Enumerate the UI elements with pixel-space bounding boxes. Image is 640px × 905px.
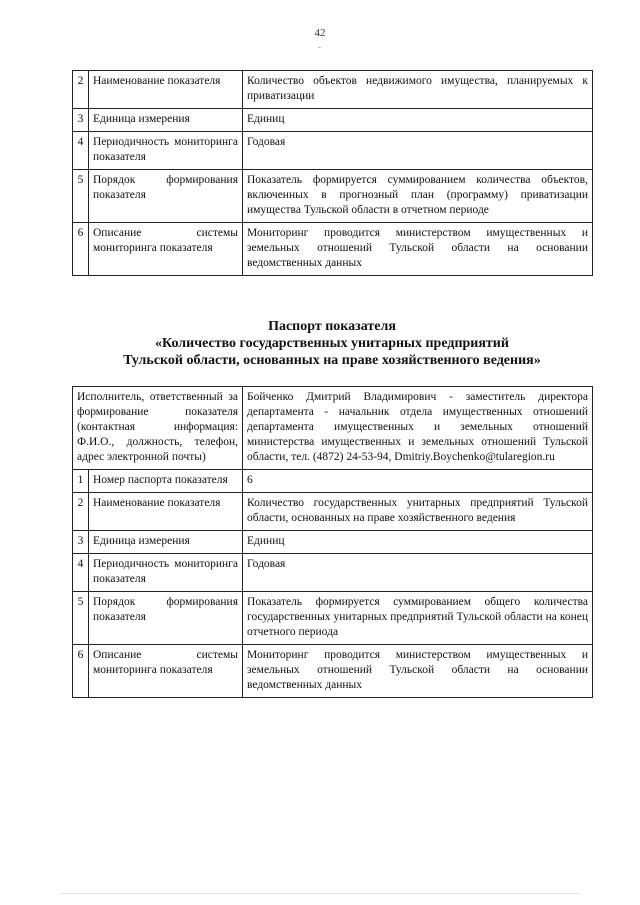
row-label: Единица измерения — [89, 109, 243, 132]
table-row — [73, 132, 593, 170]
row-number: 2 — [73, 493, 89, 531]
row-label: Описание системы мониторинга показателя — [89, 223, 243, 276]
row-label: Единица измерения — [89, 531, 243, 554]
table-row — [73, 531, 593, 554]
table-row — [73, 493, 593, 531]
indicator-table-1-body — [73, 71, 593, 276]
row-value: 6 — [243, 470, 593, 493]
responsible-label: Исполнитель, ответственный за формирование показателя (контактная информация: Ф.И.О., должность, телефон, адрес электронной почты) — [73, 387, 243, 470]
indicator-table-2 — [72, 386, 593, 698]
table-row — [73, 645, 593, 698]
row-number: 4 — [73, 554, 89, 592]
row-label: Периодичность мониторинга показателя — [89, 132, 243, 170]
row-value: Годовая — [243, 132, 593, 170]
responsible-row — [73, 387, 593, 470]
row-label: Номер паспорта показателя — [89, 470, 243, 493]
row-label: Описание системы мониторинга показателя — [89, 645, 243, 698]
table-row — [73, 554, 593, 592]
row-label: Периодичность мониторинга показателя — [89, 554, 243, 592]
row-number: 5 — [73, 170, 89, 223]
row-number: 5 — [73, 592, 89, 645]
indicator-table-1 — [72, 70, 593, 276]
row-label: Наименование показателя — [89, 493, 243, 531]
row-value: Показатель формируется суммированием общего количества государственных унитарных предприятий Тульской области на конец отчетного периода — [243, 592, 593, 645]
row-number: 6 — [73, 645, 89, 698]
row-label: Порядок формирования показателя — [89, 592, 243, 645]
responsible-value: Бойченко Дмитрий Владимирович - заместитель директора департамента - начальник отдела имущественных отношений департамента имущественных и земельных отношений министерства имущественных и земельных отношений Тульской области, тел. (4872) 24-53-94, Dmitriy.Boychenko@tularegion.ru — [243, 387, 593, 470]
row-number: 3 — [73, 109, 89, 132]
table-row — [73, 223, 593, 276]
row-value: Годовая — [243, 554, 593, 592]
row-number: 2 — [73, 71, 89, 109]
table-row — [73, 71, 593, 109]
row-value: Показатель формируется суммированием количества объектов, включенных в прогнозный план (программу) приватизации имущества Тульской области в отчетном периоде — [243, 170, 593, 223]
page-number: 42 — [314, 27, 326, 39]
row-value: Мониторинг проводится министерством имущественных и земельных отношений Тульской области на основании ведомственных данных — [243, 223, 593, 276]
scan-mark — [318, 47, 321, 48]
row-number: 6 — [73, 223, 89, 276]
row-label: Порядок формирования показателя — [89, 170, 243, 223]
passport-title-line-2: «Количество государственных унитарных предприятий — [155, 336, 509, 351]
table-row — [73, 109, 593, 132]
row-label: Наименование показателя — [89, 71, 243, 109]
row-number: 3 — [73, 531, 89, 554]
passport-title — [72, 318, 592, 369]
passport-title-line-1: Паспорт показателя — [268, 319, 396, 334]
scan-edge-line — [60, 893, 580, 894]
row-number: 1 — [73, 470, 89, 493]
row-number: 4 — [73, 132, 89, 170]
table-row — [73, 170, 593, 223]
table-row — [73, 470, 593, 493]
row-value: Единиц — [243, 531, 593, 554]
table-row — [73, 592, 593, 645]
row-value: Количество объектов недвижимого имущества, планируемых к приватизации — [243, 71, 593, 109]
passport-title-line-3: Тульской области, основанных на праве хозяйственного ведения» — [123, 353, 541, 368]
row-value: Единиц — [243, 109, 593, 132]
row-value: Мониторинг проводится министерством имущественных и земельных отношений Тульской области на основании ведомственных данных — [243, 645, 593, 698]
row-value: Количество государственных унитарных предприятий Тульской области, основанных на праве хозяйственного ведения — [243, 493, 593, 531]
indicator-table-2-body — [73, 387, 593, 698]
